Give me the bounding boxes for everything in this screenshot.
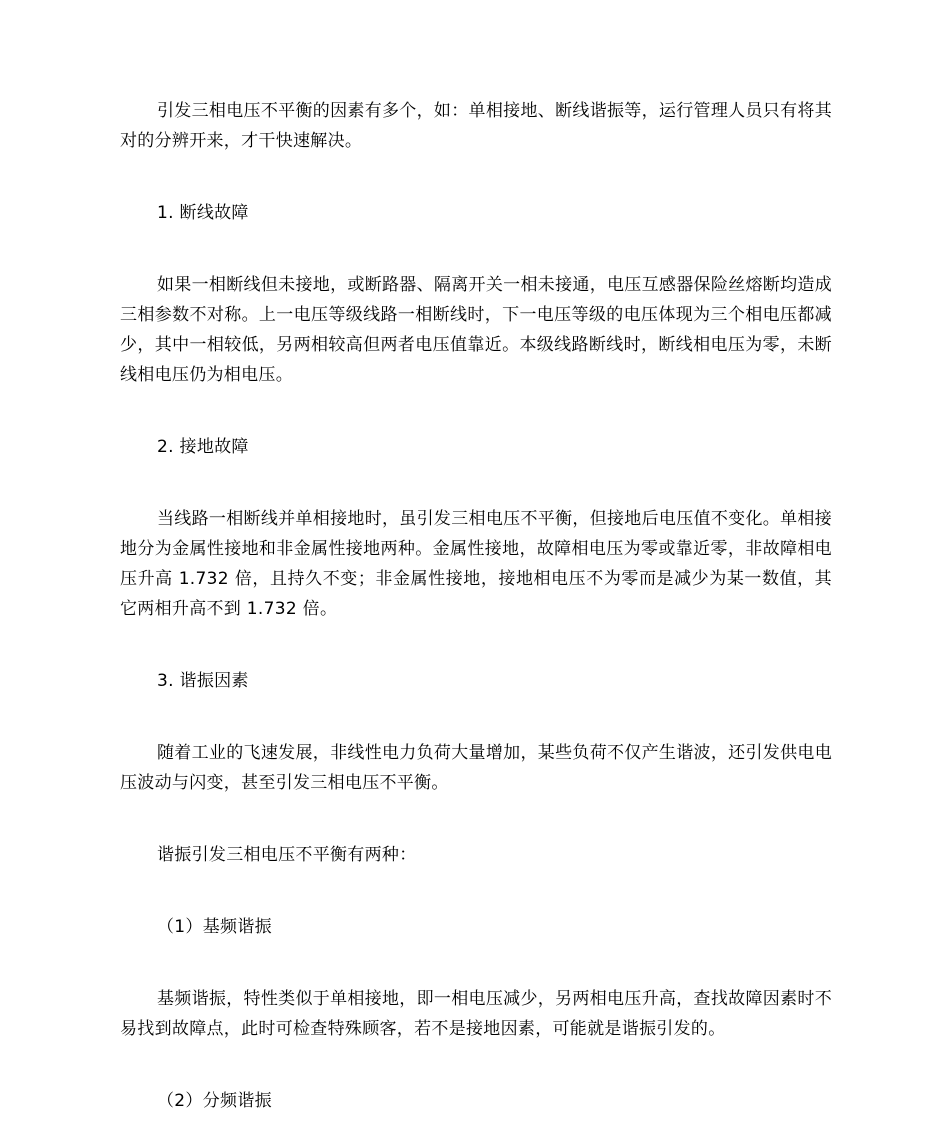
section-heading-broken-line: 1. 断线故障: [157, 203, 249, 223]
subheading-fundamental-resonance: （1）基频谐振: [157, 917, 272, 937]
document-page: [120, 96, 832, 1116]
resonance-paragraph: 随着工业的飞速发展，非线性电力负荷大量增加，某些负荷不仅产生谐波，还引发供电电压波动与闪变，甚至引发三相电压不平衡。: [120, 743, 832, 793]
section-heading-resonance: 3. 谐振因素: [157, 671, 249, 691]
grounding-paragraph: 当线路一相断线并单相接地时，虽引发三相电压不平衡，但接地后电压值不变化。单相接地分为金属性接地和非金属性接地两种。金属性接地，故障相电压为零或靠近零，非故障相电压升高 1.732 倍，且持久不变；非金属性接地，接地相电压不为零而是减少为某一数值，其它两相升高不到 1.732 倍。: [120, 509, 832, 619]
resonance-types-intro: 谐振引发三相电压不平衡有两种：: [157, 845, 417, 865]
subheading-subharmonic-resonance: （2）分频谐振: [157, 1091, 272, 1111]
section-heading-grounding: 2. 接地故障: [157, 437, 249, 457]
intro-paragraph: 引发三相电压不平衡的因素有多个，如：单相接地、断线谐振等，运行管理人员只有将其对的分辨开来，才干快速解决。: [120, 101, 832, 151]
broken-line-paragraph: 如果一相断线但未接地，或断路器、隔离开关一相未接通，电压互感器保险丝熔断均造成三相参数不对称。上一电压等级线路一相断线时，下一电压等级的电压体现为三个相电压都减少，其中一相较低，另两相较高但两者电压值靠近。本级线路断线时，断线相电压为零，未断线相电压仍为相电压。: [120, 275, 832, 385]
fundamental-resonance-paragraph: 基频谐振，特性类似于单相接地，即一相电压减少，另两相电压升高，查找故障因素时不易找到故障点，此时可检查特殊顾客，若不是接地因素，可能就是谐振引发的。: [120, 989, 832, 1039]
